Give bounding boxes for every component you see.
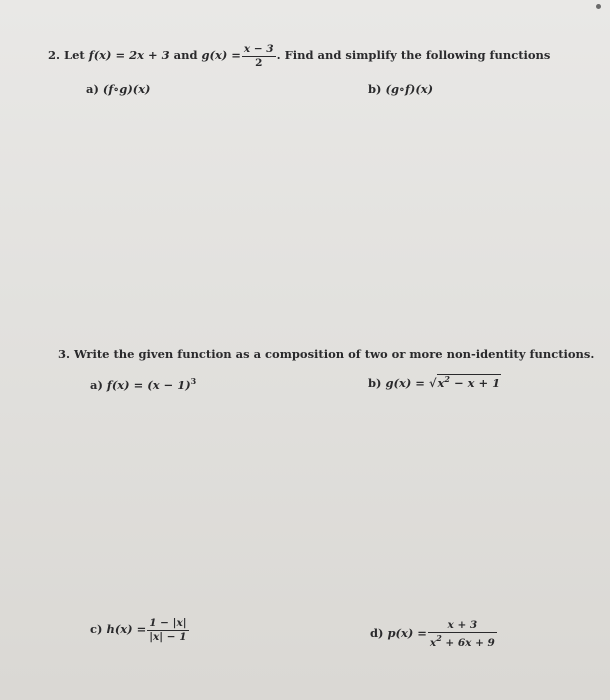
- problem-3b-square-root: $√x^2 - x + 1$: [428, 374, 501, 390]
- problem-2b-expression: (g∘f)(x): [385, 82, 434, 96]
- problem-3c-fraction: [147, 618, 188, 642]
- problem-2a: [86, 84, 151, 96]
- problem-2-and: and: [173, 48, 198, 62]
- problem-3d-denominator-rest: + 6x + 9: [441, 636, 495, 649]
- problem-2a-label: a): [86, 82, 99, 96]
- problem-3b-radicand-rest: − x + 1: [449, 376, 501, 390]
- problem-3d-fraction: [428, 620, 497, 648]
- problem-3d-numerator: x + 3: [428, 620, 497, 633]
- problem-2-g-numerator: x − 3: [243, 43, 274, 55]
- problem-3c-numerator: 1 − |x|: [149, 617, 187, 629]
- problem-2b-label: b): [368, 82, 382, 96]
- problem-3c-lhs: h(x) =: [106, 622, 147, 636]
- problem-3c: [90, 618, 190, 642]
- problem-2-g-lhs: g(x) =: [201, 48, 241, 62]
- problem-2b: [368, 84, 433, 96]
- problem-2-statement: [48, 44, 550, 68]
- problem-3b-radicand-exponent: 2: [444, 374, 450, 384]
- problem-3c-denominator: |x| − 1: [149, 630, 187, 643]
- problem-3b-radicand: [437, 374, 502, 390]
- problem-3b-lhs: g(x) =: [385, 376, 425, 390]
- problem-3-statement: [58, 349, 594, 361]
- problem-3a-function: f(x) = (x − 1): [106, 378, 191, 392]
- problem-3b-label: b): [368, 376, 382, 390]
- problem-3-instruction: Write the given function as a composition of two or more non-identity functions.: [74, 347, 595, 361]
- problem-3d-denominator: [428, 633, 497, 649]
- problem-3d: [370, 620, 498, 648]
- problem-3-number: 3.: [58, 347, 71, 361]
- problem-2-instruction: . Find and simplify the following functions: [276, 48, 551, 62]
- problem-3b-radicand-base: x: [437, 376, 445, 390]
- problem-2-number: 2.: [48, 48, 61, 62]
- problem-2a-expression: (f∘g)(x): [102, 82, 151, 96]
- problem-3d-lhs: p(x) =: [387, 626, 427, 640]
- problem-2-g-denominator: 2: [255, 56, 263, 69]
- camera-dot: [596, 4, 601, 9]
- problem-3d-label: d): [370, 626, 384, 640]
- problem-3d-denominator-exponent: 2: [436, 632, 442, 643]
- problem-2-g-fraction: [242, 44, 276, 68]
- problem-3a-label: a): [90, 378, 103, 392]
- problem-3a: [90, 377, 196, 392]
- problem-2-f-definition: f(x) = 2x + 3: [88, 48, 170, 62]
- problem-2-intro: Let: [64, 48, 85, 62]
- problem-3c-label: c): [90, 622, 103, 636]
- problem-3b: [368, 375, 501, 390]
- problem-3d-denominator-base: x: [429, 636, 437, 649]
- problem-3a-exponent: 3: [190, 376, 197, 386]
